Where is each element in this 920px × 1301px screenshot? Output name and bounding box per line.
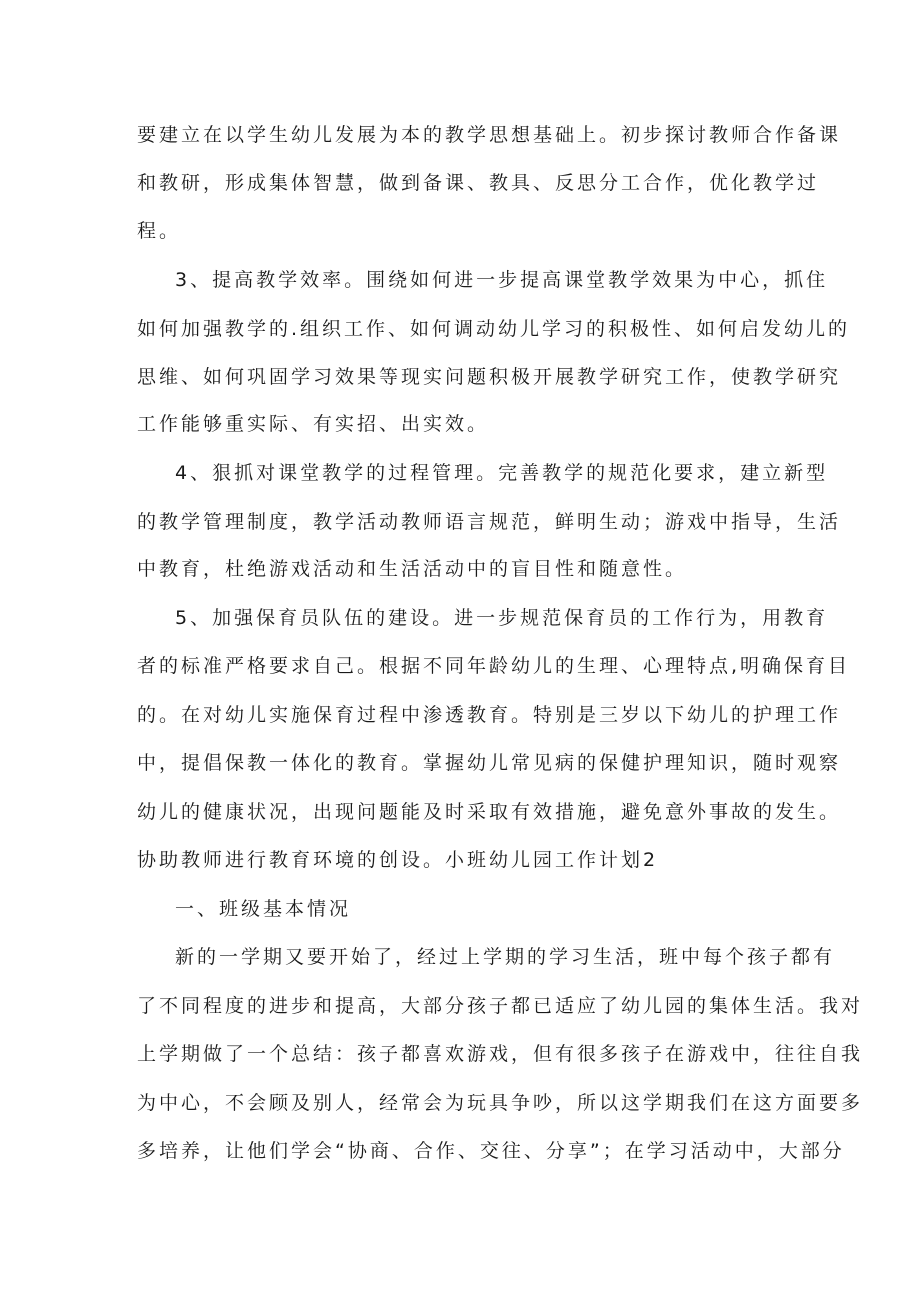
text-line: 为中心，不会顾及别人，经常会为玩具争吵，所以这学期我们在这方面要多 xyxy=(137,1092,864,1114)
text-line: 4、狠抓对课堂教学的过程管理。完善教学的规范化要求，建立新型 xyxy=(175,462,829,484)
text-line: 了不同程度的进步和提高，大部分孩子都已适应了幼儿园的集体生活。我对 xyxy=(137,995,864,1017)
text-line: 要建立在以学生幼儿发展为本的教学思想基础上。初步探讨教师合作备课 xyxy=(137,124,842,146)
text-line: 幼儿的健康状况，出现问题能及时采取有效措施，避免意外事故的发生。 xyxy=(137,801,842,823)
text-line: 中教育，杜绝游戏活动和生活活动中的盲目性和随意性。 xyxy=(137,558,688,580)
text-line: 的。在对幼儿实施保育过程中渗透教育。特别是三岁以下幼儿的护理工作 xyxy=(137,704,842,726)
text-line: 和教研，形成集体智慧，做到备课、教具、反思分工合作，优化教学过 xyxy=(137,172,820,194)
text-line: 新的一学期又要开始了，经过上学期的学习生活，班中每个孩子都有 xyxy=(175,946,836,968)
section-heading: 一、班级基本情况 xyxy=(175,898,352,920)
text-line: 上学期做了一个总结：孩子都喜欢游戏，但有很多孩子在游戏中，往往自我 xyxy=(137,1043,864,1065)
text-line: 协助教师进行教育环境的创设。小班幼儿园工作计划2 xyxy=(137,849,659,871)
text-line: 者的标准严格要求自己。根据不同年龄幼儿的生理、心理特点,明确保育目 xyxy=(137,655,851,677)
text-line: 5、加强保育员队伍的建设。进一步规范保育员的工作行为，用教育 xyxy=(175,607,829,629)
text-line: 思维、如何巩固学习效果等现实问题积极开展教学研究工作，使教学研究 xyxy=(137,366,842,388)
text-line: 如何加强教学的.组织工作、如何调动幼儿学习的积极性、如何启发幼儿的 xyxy=(137,318,851,340)
text-line: 程。 xyxy=(137,220,182,242)
text-line: 多培养，让他们学会“协商、合作、交往、分享”；在学习活动中，大部分 xyxy=(137,1140,845,1162)
text-line: 中，提倡保教一体化的教育。掌握幼儿常见病的保健护理知识，随时观察 xyxy=(137,752,842,774)
text-line: 3、提高教学效率。围绕如何进一步提高课堂教学效果为中心，抓住 xyxy=(175,269,829,291)
text-line: 工作能够重实际、有实招、出实效。 xyxy=(137,413,490,435)
text-line: 的教学管理制度，教学活动教师语言规范，鲜明生动；游戏中指导，生活 xyxy=(137,511,842,533)
